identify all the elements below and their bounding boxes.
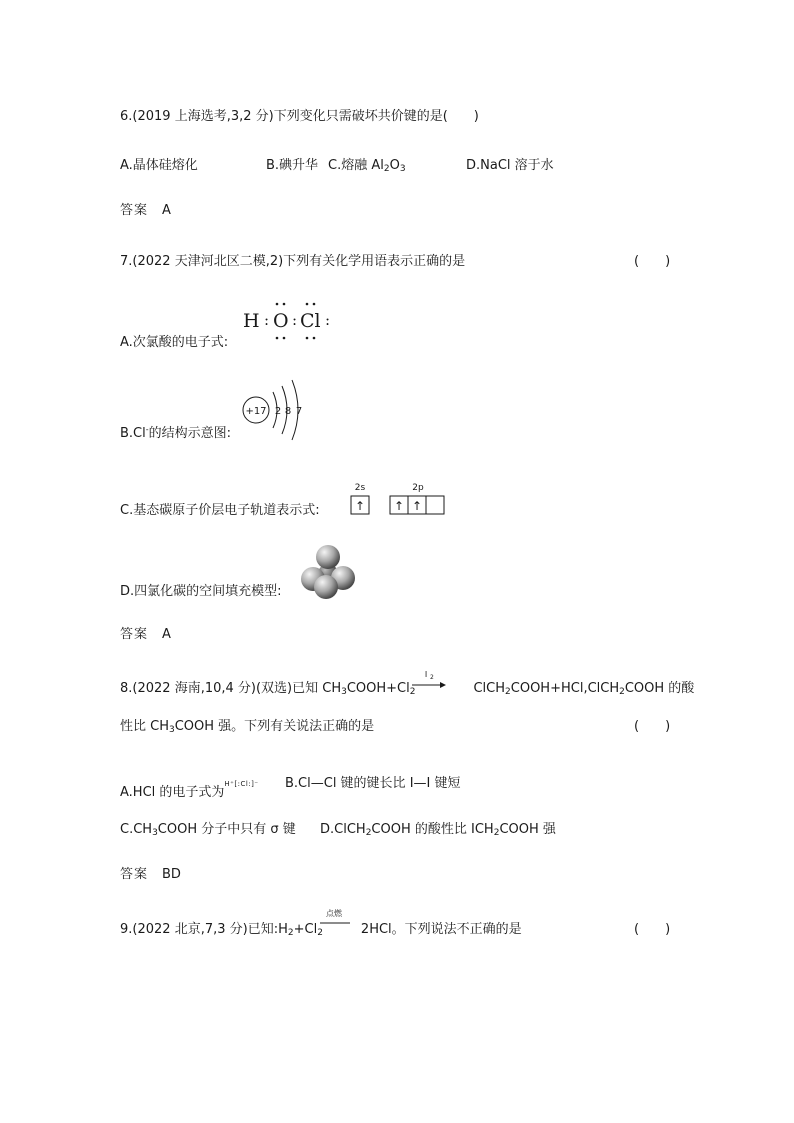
condition-label: 点燃	[326, 909, 342, 918]
catalyst-label: I	[424, 670, 428, 679]
catalyst-subscript: 2	[430, 674, 434, 681]
svg-text:O: O	[273, 310, 289, 332]
svg-text::: :	[264, 311, 270, 329]
q7-option-d-label: D.四氯化碳的空间填充模型:	[120, 584, 282, 599]
q8-stem-line2: 性比 $CH_3COOH$ 强。下列有关说法正确的是	[120, 719, 375, 735]
q7-answer-blank: ( )	[634, 254, 671, 269]
hcl-electron-formula: H⁺[:Cl:]⁻	[224, 780, 259, 788]
reaction-arrow-catalyst	[410, 667, 446, 691]
cl-ion-structure-diagram	[240, 376, 312, 442]
q7-option-b-label: B.Cl-的结构示意图:	[120, 425, 232, 441]
orbital-box-2p-3	[426, 496, 444, 514]
q6-answer: 答案 A	[120, 203, 171, 218]
svg-text:H: H	[243, 310, 260, 332]
shell-electrons-2: 8	[284, 406, 292, 417]
shell-electrons-3: 7	[295, 406, 303, 417]
q8-stem-line1: 8.(2022 海南,10,4 分)(双选)已知 $CH_3COOH+Cl_2$ ClCH$_2$COOH+HCl,ClCH$_2$COOH 的酸	[120, 681, 695, 697]
q9-answer-blank: ( )	[634, 922, 671, 937]
orbital-label-2s: 2s	[354, 483, 366, 493]
q6-option-b: B.碘升华	[266, 158, 319, 173]
q8-option-a: A.HCl 的电子式为$^{H^+[:Cl:]^-}$	[120, 780, 259, 800]
q6-option-a: A.晶体硅熔化	[120, 158, 198, 173]
carbon-orbital-diagram	[346, 478, 456, 520]
reaction-condition-ignite	[318, 906, 352, 928]
q6-option-d: D.NaCl 溶于水	[466, 158, 554, 173]
svg-text::: :	[292, 311, 298, 329]
q8-answer-blank: ( )	[634, 719, 671, 734]
orbital-label-2p: 2p	[412, 483, 424, 493]
q9-stem: 9.(2022 北京,7,3 分)已知$:H_2+Cl_2$ 2HCl。下列说法不正确的是	[120, 922, 522, 938]
q8-option-c: $C.CH_3COOH$ 分子中只有 σ 键	[120, 822, 296, 838]
q8-answer: 答案 BD	[120, 867, 181, 882]
svg-text::: :	[325, 311, 331, 329]
q7-option-c-label: C.基态碳原子价层电子轨道表示式:	[120, 503, 320, 518]
electron-arrow-2p-2: ↑	[411, 499, 423, 513]
electron-arrow-2s: ↑	[354, 499, 366, 513]
q6-option-c: C.熔融 $Al_2O_3$	[328, 158, 406, 174]
nucleus-charge: +17	[245, 406, 267, 417]
q7-answer: 答案 A	[120, 627, 171, 642]
q8-option-d: D.ClCH$_2$COOH 的酸性比 $ICH_2COOH$ 强	[320, 822, 556, 838]
q6-stem: 6.(2019 上海选考,3,2 分)下列变化只需破坏共价键的是( )	[120, 109, 479, 124]
svg-text:Cl: Cl	[300, 310, 321, 332]
hocl-electron-formula	[240, 296, 340, 344]
q8-option-b: B.Cl—Cl 键的键长比 I—I 键短	[285, 776, 461, 791]
q7-stem: 7.(2022 天津河北区二模,2)下列有关化学用语表示正确的是	[120, 254, 466, 269]
q7-option-a-label: A.次氯酸的电子式:	[120, 335, 229, 350]
electron-arrow-2p-1: ↑	[393, 499, 405, 513]
shell-electrons-1: 2	[274, 406, 282, 417]
ccl4-space-filling-model	[300, 542, 360, 602]
